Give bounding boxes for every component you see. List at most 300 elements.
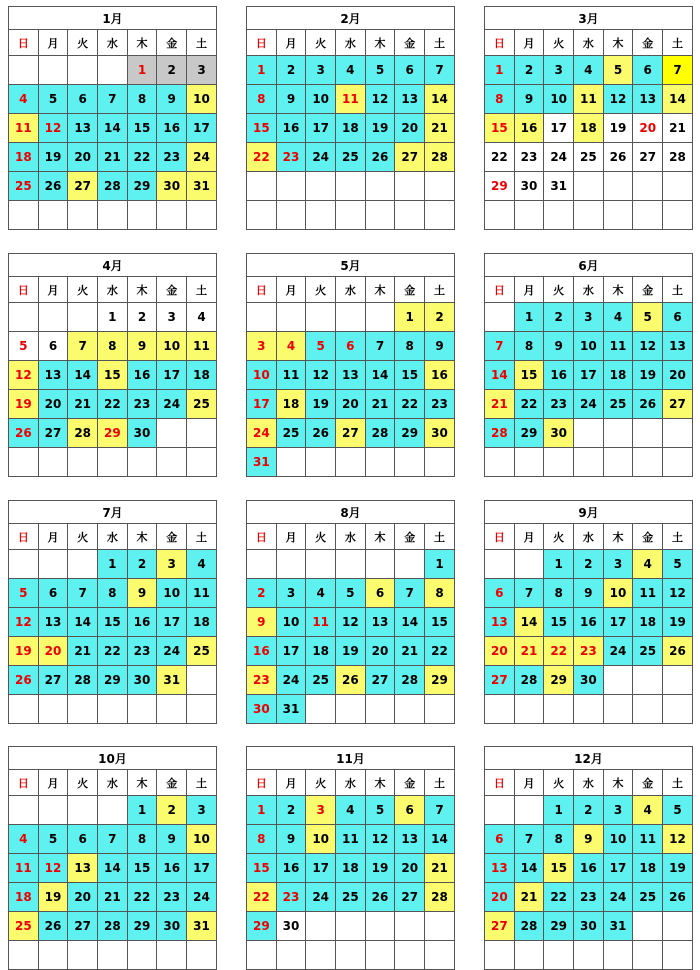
- empty-cell: [395, 941, 425, 970]
- day-cell: 4: [187, 303, 217, 332]
- weekday-header: 水: [336, 524, 366, 550]
- day-cell: 14: [98, 114, 128, 143]
- day-cell: 3: [276, 579, 306, 608]
- month-calendar-july: [8, 500, 217, 724]
- empty-cell: [365, 912, 395, 941]
- empty-cell: [544, 201, 574, 230]
- month-calendar-february: [246, 6, 455, 230]
- day-cell: 10: [603, 579, 633, 608]
- weekday-header: 土: [663, 30, 693, 56]
- day-cell: 29: [247, 912, 277, 941]
- empty-cell: [663, 666, 693, 695]
- weekday-header: 日: [247, 524, 277, 550]
- day-cell: 7: [98, 85, 128, 114]
- day-cell: 27: [365, 666, 395, 695]
- empty-cell: [306, 448, 336, 477]
- weekday-header: 水: [98, 30, 128, 56]
- month-calendar-march: [484, 6, 693, 230]
- empty-cell: [187, 666, 217, 695]
- empty-cell: [247, 172, 277, 201]
- weekday-header: 日: [485, 524, 515, 550]
- day-cell: 20: [485, 883, 515, 912]
- day-cell: 19: [603, 114, 633, 143]
- day-cell: 1: [544, 796, 574, 825]
- empty-cell: [157, 201, 187, 230]
- day-cell: 3: [306, 796, 336, 825]
- weekday-header: 火: [544, 770, 574, 796]
- day-cell: 2: [127, 303, 157, 332]
- day-cell: 31: [603, 912, 633, 941]
- day-cell: 29: [98, 666, 128, 695]
- weekday-header: 土: [425, 524, 455, 550]
- week-row: [9, 85, 217, 114]
- day-cell: 24: [276, 666, 306, 695]
- empty-cell: [127, 695, 157, 724]
- day-cell: 10: [157, 332, 187, 361]
- day-cell: 4: [306, 579, 336, 608]
- empty-cell: [574, 419, 604, 448]
- week-row: [485, 579, 693, 608]
- day-cell: 13: [395, 85, 425, 114]
- empty-cell: [574, 201, 604, 230]
- weekday-header: 土: [663, 277, 693, 303]
- day-cell: 12: [38, 854, 68, 883]
- weekday-header: 月: [38, 30, 68, 56]
- day-cell: 24: [187, 143, 217, 172]
- day-cell: 29: [544, 666, 574, 695]
- week-row: [247, 666, 455, 695]
- week-row: [485, 201, 693, 230]
- day-cell: 18: [336, 114, 366, 143]
- day-cell: 20: [38, 390, 68, 419]
- week-row: [9, 637, 217, 666]
- weekday-header: 土: [663, 524, 693, 550]
- weekday-header: 土: [425, 770, 455, 796]
- empty-cell: [38, 550, 68, 579]
- day-cell: 27: [485, 666, 515, 695]
- day-cell: 28: [365, 419, 395, 448]
- day-cell: 4: [336, 56, 366, 85]
- day-cell: 3: [603, 796, 633, 825]
- day-cell: 21: [425, 854, 455, 883]
- empty-cell: [98, 796, 128, 825]
- day-cell: 18: [603, 361, 633, 390]
- empty-cell: [425, 912, 455, 941]
- day-cell: 1: [485, 56, 515, 85]
- day-cell: 14: [485, 361, 515, 390]
- empty-cell: [514, 695, 544, 724]
- week-row: [485, 56, 693, 85]
- empty-cell: [663, 201, 693, 230]
- empty-cell: [38, 201, 68, 230]
- weekday-header: 日: [485, 770, 515, 796]
- day-cell: 14: [395, 608, 425, 637]
- empty-cell: [663, 448, 693, 477]
- month-title: 6月: [485, 254, 693, 277]
- day-cell: 20: [365, 637, 395, 666]
- day-cell: 10: [603, 825, 633, 854]
- weekday-header: 水: [574, 770, 604, 796]
- day-cell: 13: [633, 85, 663, 114]
- day-cell: 18: [574, 114, 604, 143]
- day-cell: 23: [574, 883, 604, 912]
- day-cell: 30: [574, 666, 604, 695]
- day-cell: 13: [485, 854, 515, 883]
- day-cell: 15: [395, 361, 425, 390]
- week-row: [485, 854, 693, 883]
- week-row: [9, 303, 217, 332]
- week-row: [9, 883, 217, 912]
- empty-cell: [127, 448, 157, 477]
- empty-cell: [68, 550, 98, 579]
- empty-cell: [127, 941, 157, 970]
- weekday-header: 金: [395, 770, 425, 796]
- day-cell: 7: [425, 796, 455, 825]
- empty-cell: [68, 796, 98, 825]
- day-cell: 3: [157, 550, 187, 579]
- day-cell: 4: [633, 796, 663, 825]
- day-cell: 11: [9, 854, 39, 883]
- day-cell: 25: [633, 637, 663, 666]
- day-cell: 18: [187, 608, 217, 637]
- day-cell: 24: [157, 390, 187, 419]
- day-cell: 4: [276, 332, 306, 361]
- day-cell: 1: [544, 550, 574, 579]
- week-row: [9, 825, 217, 854]
- day-cell: 30: [425, 419, 455, 448]
- empty-cell: [9, 695, 39, 724]
- week-row: [247, 883, 455, 912]
- day-cell: 15: [98, 608, 128, 637]
- week-row: [247, 419, 455, 448]
- day-cell: 29: [425, 666, 455, 695]
- empty-cell: [306, 695, 336, 724]
- day-cell: 1: [514, 303, 544, 332]
- day-cell: 26: [633, 390, 663, 419]
- day-cell: 31: [544, 172, 574, 201]
- empty-cell: [157, 419, 187, 448]
- weekday-header: 水: [336, 770, 366, 796]
- day-cell: 22: [127, 143, 157, 172]
- day-cell: 7: [68, 332, 98, 361]
- day-cell: 28: [425, 883, 455, 912]
- empty-cell: [187, 448, 217, 477]
- day-cell: 17: [157, 361, 187, 390]
- day-cell: 23: [127, 637, 157, 666]
- day-cell: 19: [38, 143, 68, 172]
- week-row: [485, 608, 693, 637]
- month-table: [246, 6, 455, 230]
- week-row: [485, 419, 693, 448]
- day-cell: 19: [336, 637, 366, 666]
- weekday-header: 土: [187, 30, 217, 56]
- day-cell: 22: [544, 637, 574, 666]
- week-row: [485, 637, 693, 666]
- day-cell: 2: [276, 56, 306, 85]
- day-cell: 25: [187, 637, 217, 666]
- day-cell: 15: [127, 854, 157, 883]
- empty-cell: [68, 56, 98, 85]
- day-cell: 14: [663, 85, 693, 114]
- month-table: [484, 253, 693, 477]
- week-row: [485, 114, 693, 143]
- day-cell: 22: [98, 637, 128, 666]
- weekday-header: 月: [276, 30, 306, 56]
- day-cell: 29: [395, 419, 425, 448]
- empty-cell: [365, 448, 395, 477]
- day-cell: 13: [395, 825, 425, 854]
- day-cell: 8: [544, 579, 574, 608]
- day-cell: 24: [157, 637, 187, 666]
- empty-cell: [336, 912, 366, 941]
- day-cell: 28: [514, 666, 544, 695]
- day-cell: 8: [514, 332, 544, 361]
- empty-cell: [38, 796, 68, 825]
- week-row: [9, 579, 217, 608]
- weekday-header: 金: [157, 770, 187, 796]
- day-cell: 10: [187, 825, 217, 854]
- day-cell: 28: [485, 419, 515, 448]
- day-cell: 13: [38, 608, 68, 637]
- empty-cell: [365, 941, 395, 970]
- day-cell: 3: [574, 303, 604, 332]
- day-cell: 15: [98, 361, 128, 390]
- weekday-header: 日: [247, 277, 277, 303]
- day-cell: 29: [127, 912, 157, 941]
- day-cell: 17: [276, 637, 306, 666]
- week-row: [247, 637, 455, 666]
- week-row: [9, 419, 217, 448]
- day-cell: 5: [38, 85, 68, 114]
- month-title: 3月: [485, 7, 693, 30]
- weekday-header: 火: [68, 30, 98, 56]
- weekday-header: 金: [157, 30, 187, 56]
- day-cell: 31: [157, 666, 187, 695]
- weekday-header: 月: [276, 524, 306, 550]
- day-cell: 9: [127, 332, 157, 361]
- month-title: 7月: [9, 501, 217, 524]
- weekday-header: 水: [98, 524, 128, 550]
- day-cell: 8: [98, 332, 128, 361]
- day-cell: 8: [395, 332, 425, 361]
- empty-cell: [485, 941, 515, 970]
- day-cell: 23: [514, 143, 544, 172]
- weekday-header: 土: [187, 277, 217, 303]
- day-cell: 2: [514, 56, 544, 85]
- empty-cell: [336, 550, 366, 579]
- week-row: [9, 695, 217, 724]
- weekday-header: 火: [544, 30, 574, 56]
- day-cell: 24: [544, 143, 574, 172]
- day-cell: 16: [425, 361, 455, 390]
- day-cell: 10: [306, 825, 336, 854]
- day-cell: 9: [544, 332, 574, 361]
- day-cell: 15: [544, 854, 574, 883]
- month-table: [8, 6, 217, 230]
- day-cell: 3: [247, 332, 277, 361]
- week-row: [485, 448, 693, 477]
- day-cell: 26: [365, 883, 395, 912]
- day-cell: 17: [187, 854, 217, 883]
- empty-cell: [425, 448, 455, 477]
- day-cell: 14: [68, 361, 98, 390]
- day-cell: 21: [514, 637, 544, 666]
- empty-cell: [9, 941, 39, 970]
- day-cell: 25: [276, 419, 306, 448]
- weekday-header: 金: [633, 30, 663, 56]
- empty-cell: [68, 941, 98, 970]
- day-cell: 30: [574, 912, 604, 941]
- day-cell: 22: [395, 390, 425, 419]
- day-cell: 9: [425, 332, 455, 361]
- day-cell: 3: [603, 550, 633, 579]
- day-cell: 3: [187, 796, 217, 825]
- empty-cell: [38, 56, 68, 85]
- day-cell: 10: [157, 579, 187, 608]
- week-row: [247, 114, 455, 143]
- day-cell: 6: [663, 303, 693, 332]
- empty-cell: [306, 550, 336, 579]
- day-cell: 26: [663, 637, 693, 666]
- day-cell: 25: [603, 390, 633, 419]
- weekday-header: 木: [127, 770, 157, 796]
- day-cell: 1: [395, 303, 425, 332]
- day-cell: 21: [485, 390, 515, 419]
- week-row: [485, 172, 693, 201]
- day-cell: 27: [395, 883, 425, 912]
- day-cell: 10: [247, 361, 277, 390]
- empty-cell: [68, 695, 98, 724]
- week-row: [9, 332, 217, 361]
- empty-cell: [98, 695, 128, 724]
- week-row: [9, 114, 217, 143]
- day-cell: 11: [603, 332, 633, 361]
- day-cell: 27: [663, 390, 693, 419]
- day-cell: 4: [9, 825, 39, 854]
- day-cell: 3: [306, 56, 336, 85]
- empty-cell: [365, 695, 395, 724]
- weekday-header: 木: [365, 524, 395, 550]
- day-cell: 17: [306, 114, 336, 143]
- day-cell: 19: [365, 114, 395, 143]
- day-cell: 17: [157, 608, 187, 637]
- empty-cell: [306, 912, 336, 941]
- day-cell: 8: [485, 85, 515, 114]
- day-cell: 6: [68, 825, 98, 854]
- weekday-header: 土: [187, 770, 217, 796]
- empty-cell: [365, 172, 395, 201]
- day-cell: 22: [485, 143, 515, 172]
- day-cell: 12: [9, 361, 39, 390]
- month-calendar-june: [484, 253, 693, 477]
- empty-cell: [603, 201, 633, 230]
- day-cell: 11: [633, 579, 663, 608]
- day-cell: 7: [663, 56, 693, 85]
- day-cell: 16: [127, 608, 157, 637]
- day-cell: 2: [276, 796, 306, 825]
- empty-cell: [574, 172, 604, 201]
- day-cell: 20: [395, 114, 425, 143]
- day-cell: 24: [306, 883, 336, 912]
- day-cell: 8: [127, 825, 157, 854]
- day-cell: 11: [276, 361, 306, 390]
- week-row: [9, 912, 217, 941]
- day-cell: 8: [247, 825, 277, 854]
- day-cell: 29: [98, 419, 128, 448]
- weekday-header: 火: [306, 524, 336, 550]
- week-row: [247, 56, 455, 85]
- empty-cell: [9, 796, 39, 825]
- empty-cell: [38, 448, 68, 477]
- day-cell: 23: [157, 883, 187, 912]
- day-cell: 27: [38, 666, 68, 695]
- day-cell: 1: [247, 796, 277, 825]
- weekday-header: 火: [306, 277, 336, 303]
- empty-cell: [38, 303, 68, 332]
- week-row: [247, 854, 455, 883]
- empty-cell: [544, 941, 574, 970]
- day-cell: 21: [68, 390, 98, 419]
- day-cell: 6: [485, 825, 515, 854]
- day-cell: 29: [544, 912, 574, 941]
- weekday-header: 火: [68, 277, 98, 303]
- weekday-header: 火: [306, 30, 336, 56]
- weekday-header: 木: [603, 30, 633, 56]
- day-cell: 26: [9, 666, 39, 695]
- day-cell: 12: [365, 85, 395, 114]
- day-cell: 9: [247, 608, 277, 637]
- month-calendar-august: [246, 500, 455, 724]
- week-row: [9, 796, 217, 825]
- weekday-header: 木: [127, 524, 157, 550]
- day-cell: 18: [276, 390, 306, 419]
- day-cell: 9: [276, 825, 306, 854]
- day-cell: 18: [633, 608, 663, 637]
- day-cell: 12: [365, 825, 395, 854]
- empty-cell: [603, 695, 633, 724]
- empty-cell: [157, 941, 187, 970]
- week-row: [247, 361, 455, 390]
- empty-cell: [306, 172, 336, 201]
- empty-cell: [365, 550, 395, 579]
- month-table: [8, 746, 217, 970]
- month-table: [484, 6, 693, 230]
- week-row: [247, 390, 455, 419]
- day-cell: 9: [127, 579, 157, 608]
- day-cell: 5: [663, 550, 693, 579]
- day-cell: 27: [68, 912, 98, 941]
- day-cell: 25: [633, 883, 663, 912]
- empty-cell: [365, 201, 395, 230]
- weekday-header: 木: [127, 30, 157, 56]
- day-cell: 10: [276, 608, 306, 637]
- day-cell: 17: [306, 854, 336, 883]
- day-cell: 28: [395, 666, 425, 695]
- day-cell: 15: [514, 361, 544, 390]
- day-cell: 23: [276, 883, 306, 912]
- day-cell: 12: [306, 361, 336, 390]
- day-cell: 7: [365, 332, 395, 361]
- week-row: [247, 201, 455, 230]
- week-row: [247, 608, 455, 637]
- weekday-header: 金: [395, 524, 425, 550]
- day-cell: 12: [603, 85, 633, 114]
- empty-cell: [485, 201, 515, 230]
- day-cell: 22: [544, 883, 574, 912]
- day-cell: 22: [98, 390, 128, 419]
- day-cell: 30: [127, 419, 157, 448]
- week-row: [9, 172, 217, 201]
